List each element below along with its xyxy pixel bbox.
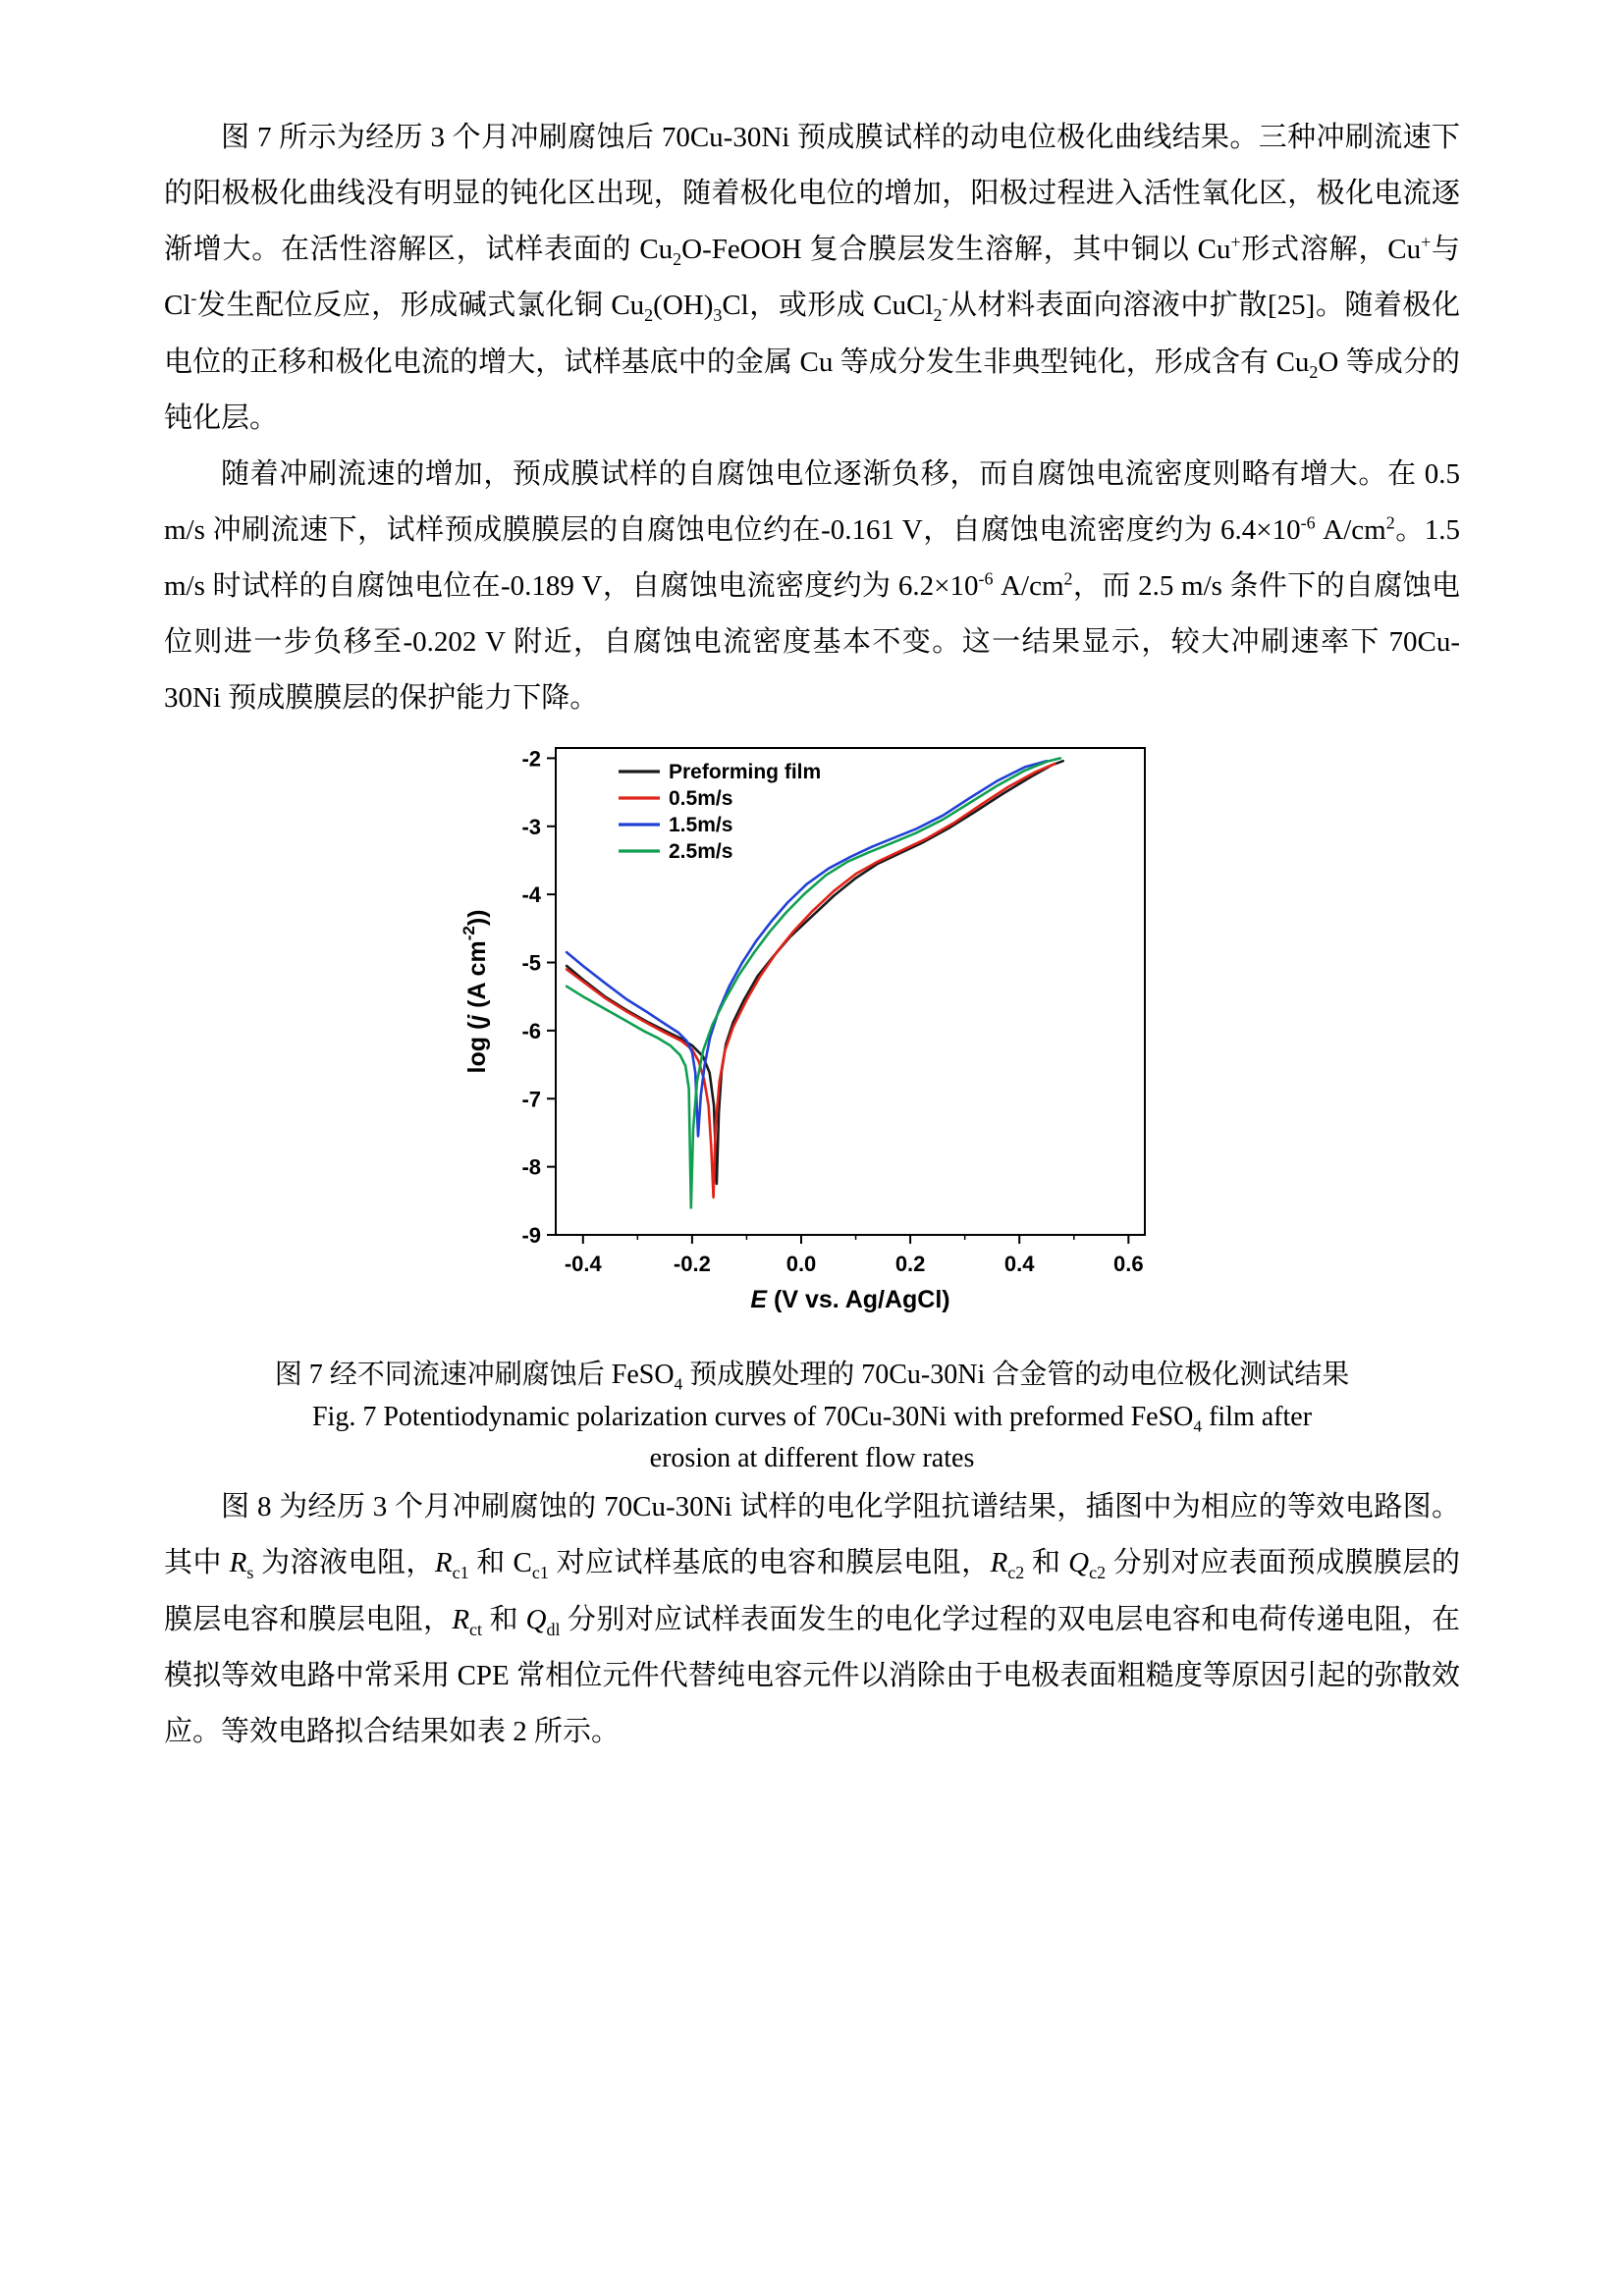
y-tick-label: -3	[521, 815, 541, 840]
paragraph-figure8-description: 图 8 为经历 3 个月冲刷腐蚀的 70Cu-30Ni 试样的电化学阻抗谱结果，插图中为相应的等效电路图。其中 $R_s$ 为溶液电阻，$R_{c1}$ 和 $C_{c1}$ 对应试样基底的电容和膜层电阻，$R_{c2}$ 和 $Q_{c2}$ 分别对应表面预成膜膜层的膜层电容和膜层电阻，$R_{ct}$ 和 $Q_{dl}$ 分别对应试样表面发生的电化学过程的双电层电容和电荷传递电阻，在模拟等效电路中常采用 CPE 常相位元件代替纯电容元件以消除由于电极表面粗糙度等原因引起的弥散效应。等效电路拟合结果如表 2 所示。	[164, 1491, 1460, 1747]
legend-label: Preforming film	[669, 761, 822, 784]
legend-label: 1.5m/s	[669, 814, 733, 837]
figure-7-caption	[164, 1354, 1460, 1480]
x-axis-label: E (V vs. Ag/AgCl)	[750, 1286, 950, 1314]
y-tick-label: -2	[521, 746, 541, 772]
legend-label: 2.5m/s	[669, 840, 733, 864]
y-tick-label: -7	[521, 1087, 541, 1112]
polarization-chart	[454, 732, 1170, 1333]
y-tick-label: -9	[521, 1223, 541, 1249]
x-tick-label: 0.4	[1003, 1252, 1035, 1277]
legend-label: 0.5m/s	[669, 787, 733, 811]
paragraph-figure7-description: 图 7 所示为经历 3 个月冲刷腐蚀后 70Cu-30Ni 预成膜试样的动电位极化曲线结果。三种冲刷流速下的阳极极化曲线没有明显的钝化区出现，随着极化电位的增加，阳极过程进入活性氧化区，极化电流逐渐增大。在活性溶解区，试样表面的 $Cu_2O$-FeOOH 复合膜层发生溶解，其中铜以 Cu+形式溶解，Cu+与 Cl-发生配位反应，形成碱式氯化铜 $Cu_2(OH)_3Cl$，或形成 CuCl$_2$-从材料表面向溶液中扩散[25]。随着极化电位的正移和极化电流的增大，试样基底中的金属 Cu 等成分发生非典型钝化，形成含有 $Cu_2O$ 等成分的钝化层。	[164, 122, 1460, 434]
x-tick-label: 0.0	[785, 1252, 817, 1277]
y-tick-label: -8	[521, 1155, 541, 1181]
y-axis-label: log (j (A $cm^{-2}$))	[460, 909, 491, 1074]
polarization-curves-svg	[454, 732, 1170, 1333]
x-tick-label: 0.2	[894, 1252, 926, 1277]
figure-7	[164, 732, 1460, 1479]
y-tick-label: -5	[521, 950, 541, 976]
series-0-5m-s	[567, 764, 1055, 1198]
plot-frame	[556, 748, 1145, 1235]
x-tick-label: -0.4	[564, 1252, 602, 1277]
x-tick-label: -0.2	[673, 1252, 711, 1277]
paragraph-corrosion-potential: 随着冲刷流速的增加，预成膜试样的自腐蚀电位逐渐负移，而自腐蚀电流密度则略有增大。在 0.5 m/s 冲刷流速下，试样预成膜膜层的自腐蚀电位约在-0.161 V，自腐蚀电流密度约为 $6.4\times 10^{-6}$ $A/cm^2$。1.5 m/s 时试样的自腐蚀电位在-0.189 V，自腐蚀电流密度约为 $6.2\times 10^{-6}$ $A/cm^2$，而 2.5 m/s 条件下的自腐蚀电位则进一步负移至-0.202 V 附近，自腐蚀电流密度基本不变。这一结果显示，较大冲刷速率下 70Cu-30Ni 预成膜膜层的保护能力下降。	[164, 457, 1460, 715]
y-tick-label: -6	[521, 1019, 541, 1044]
series-1-5m-s	[567, 762, 1047, 1137]
y-tick-label: -4	[521, 882, 541, 908]
figure-caption-en-line1: Fig. 7 Potentiodynamic polarization curves of 70Cu-30Ni with preformed FeSO$_4$ film after	[311, 1402, 1313, 1436]
figure-caption-en-line2: erosion at different flow rates	[649, 1443, 975, 1474]
figure-caption-zh: 图 7 经不同流速冲刷腐蚀后 FeSO$_4$ 预成膜处理的 70Cu-30Ni 合金管的动电位极化测试结果	[274, 1359, 1350, 1394]
x-tick-label: 0.6	[1113, 1252, 1144, 1277]
